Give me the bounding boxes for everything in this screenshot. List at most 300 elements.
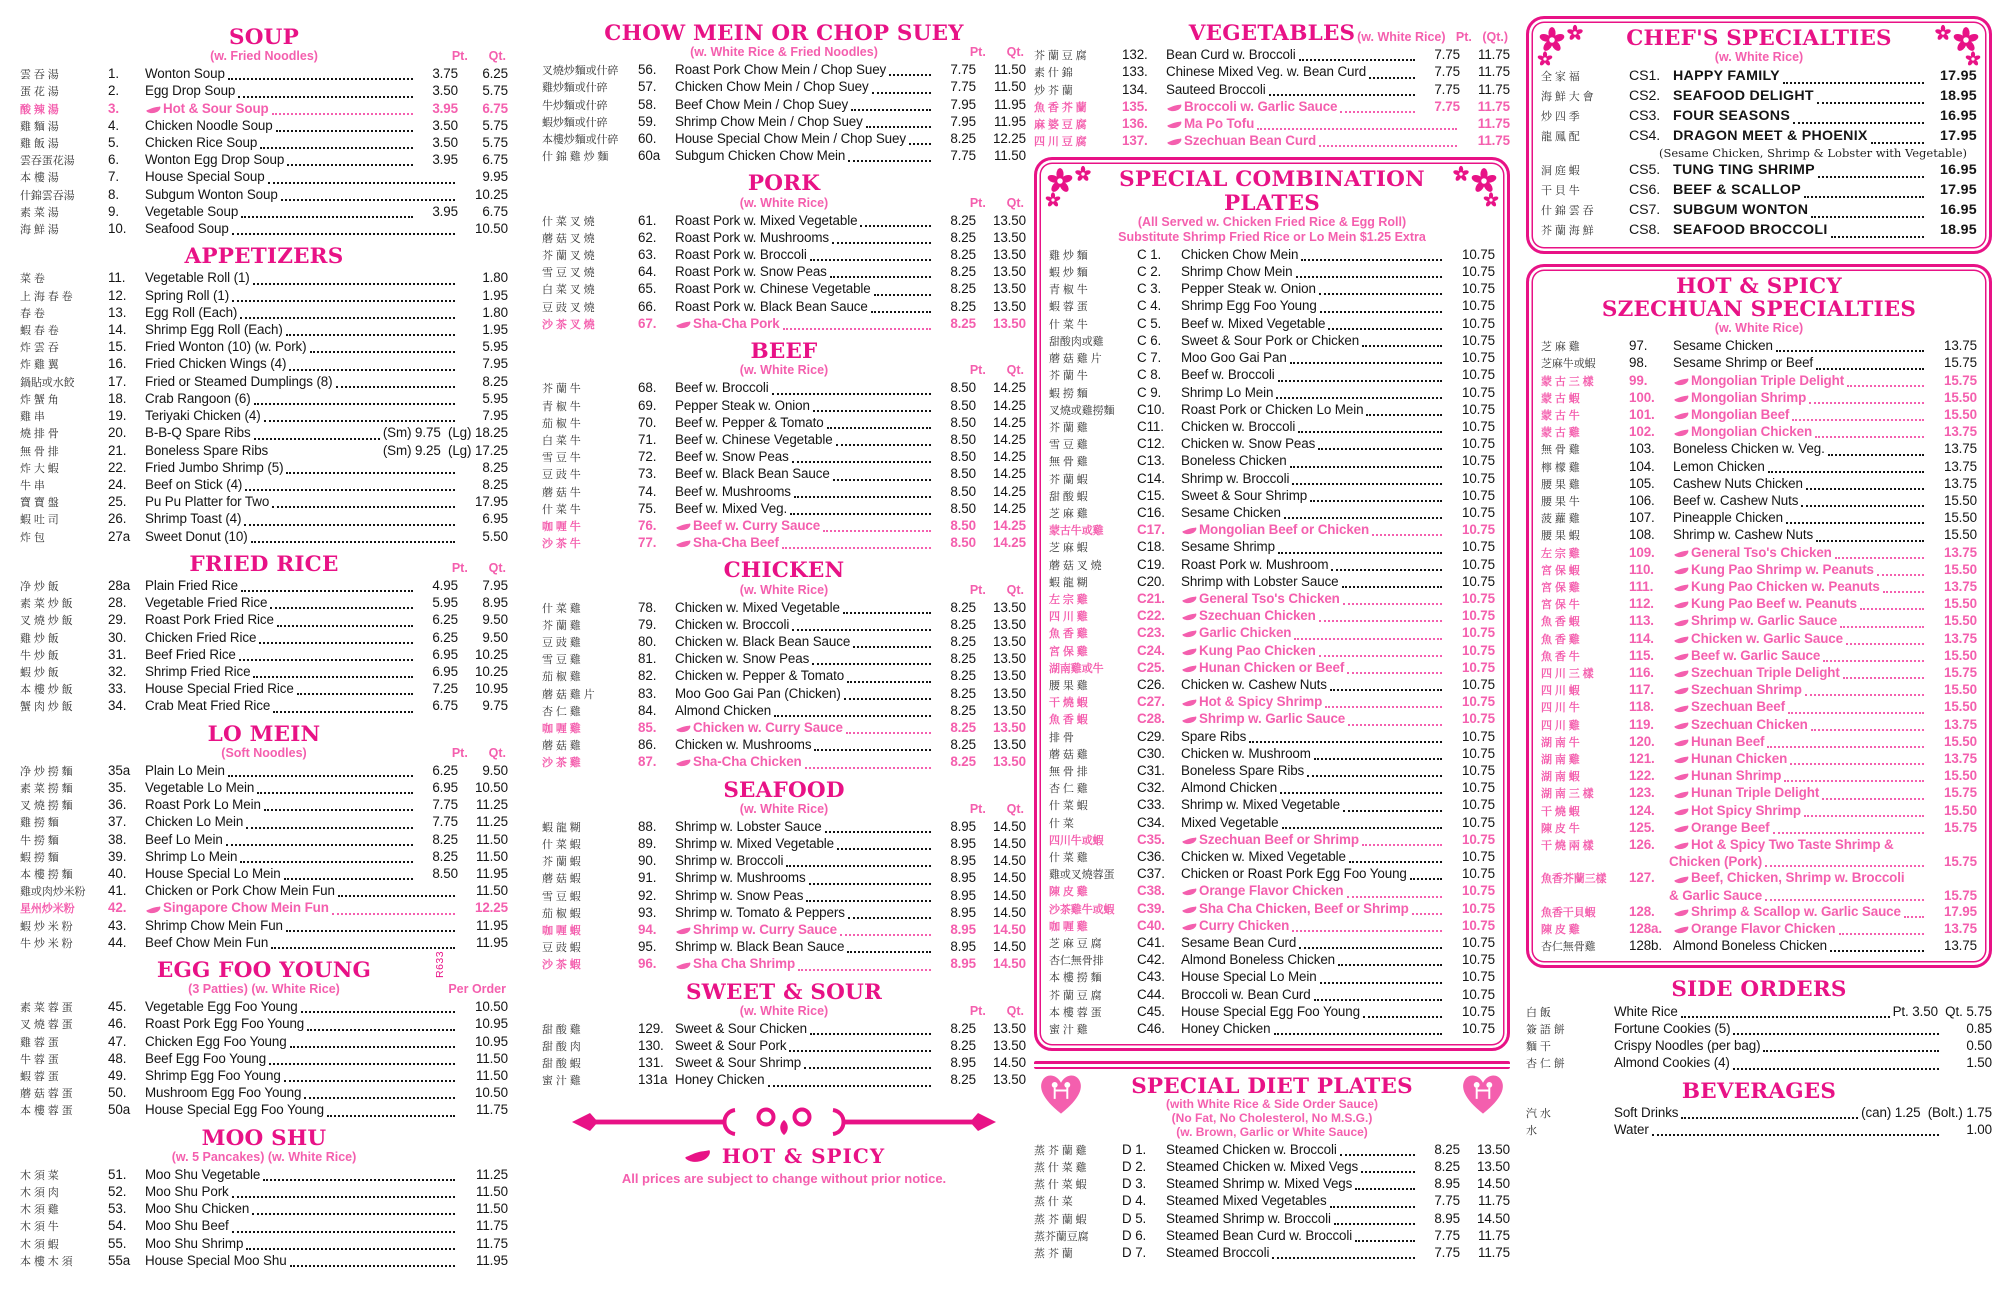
- item-chinese-name: 麻 婆 豆 腐: [1034, 119, 1087, 132]
- menu-item-row: [1541, 510, 1977, 527]
- item-name: Chicken Egg Foo Young: [145, 1033, 287, 1049]
- section-title: CHEF'S SPECIALTIES: [1626, 26, 1892, 51]
- menu-item-row: [542, 1072, 1026, 1089]
- item-name: White Rice: [1614, 1003, 1678, 1019]
- menu-item-row: [542, 668, 1026, 685]
- menu-item-row: [20, 118, 508, 135]
- item-name: Broccoli w. Garlic Sauce: [1184, 98, 1338, 114]
- item-name: Chicken or Roast Pork Egg Foo Young: [1181, 866, 1407, 882]
- item-number: C18.: [1137, 539, 1165, 555]
- item-number: 99.: [1629, 372, 1648, 388]
- item-name: Shrimp with Lobster Sauce: [1181, 573, 1339, 589]
- item-name: DRAGON MEET & PHOENIX: [1673, 128, 1868, 145]
- menu-item-row: [1049, 832, 1495, 849]
- item-name: Chicken Fried Rice: [145, 629, 257, 645]
- item-name: Beef w. Curry Sauce: [693, 517, 821, 533]
- item-number: 34.: [108, 698, 127, 714]
- item-price: 18.95: [1939, 221, 1977, 238]
- item-name: Chicken Rice Soup: [145, 135, 258, 151]
- dotted-leader: [1328, 328, 1442, 330]
- dotted-leader: [1765, 865, 1924, 867]
- item-price-pint: 8.25: [950, 668, 976, 684]
- item-chinese-name: 蒙 古 蝦: [1541, 392, 1580, 405]
- item-number: C40.: [1137, 917, 1165, 933]
- item-price: 10.75: [1461, 659, 1495, 675]
- item-price-pint: 7.75: [950, 62, 976, 78]
- item-chinese-name: 芝 麻 雞: [1541, 341, 1580, 354]
- item-price: 11.75: [475, 1102, 508, 1118]
- item-name: Moo Goo Gai Pan: [1181, 350, 1287, 366]
- item-price: 15.50: [1943, 647, 1977, 663]
- dotted-leader: [774, 715, 931, 717]
- item-number: 70.: [638, 414, 657, 430]
- item-chinese-name: 腰 果 牛: [1541, 495, 1580, 508]
- dotted-leader: [1331, 569, 1442, 571]
- menu-item-row: [20, 647, 508, 664]
- chili-icon: [1166, 120, 1182, 129]
- item-name: Vegetable Lo Mein: [145, 779, 255, 795]
- dotted-leader: [1314, 999, 1442, 1001]
- item-name: Water: [1614, 1121, 1649, 1137]
- item-chinese-name: 茄 椒 蝦: [542, 907, 581, 920]
- item-price-quart: 11.75: [1477, 47, 1510, 63]
- dotted-leader: [1860, 608, 1924, 610]
- chili-icon: [1166, 137, 1182, 146]
- item-price: 10.75: [1461, 504, 1495, 520]
- item-chinese-name: 蜜 汁 雞: [1049, 1024, 1088, 1037]
- item-price: 17.95: [1943, 903, 1977, 919]
- dotted-leader: [1816, 368, 1924, 370]
- dotted-leader: [1343, 810, 1442, 812]
- menu-item-row: [1541, 459, 1977, 476]
- dotted-leader: [1363, 1016, 1442, 1018]
- menu-item-row: [1049, 298, 1495, 315]
- item-price: 15.50: [1943, 733, 1977, 749]
- item-number: 35a: [108, 762, 131, 778]
- dotted-leader: [276, 130, 413, 132]
- item-chinese-name: 蝦 龍 糊: [542, 821, 581, 834]
- item-chinese-name: 杏仁無骨雞: [1541, 941, 1596, 954]
- item-chinese-name: 蘑 菇 叉 燒: [542, 232, 595, 245]
- dotted-leader: [794, 496, 931, 498]
- menu-item-row: [1049, 660, 1495, 677]
- item-price: 11.25: [475, 1166, 508, 1182]
- item-number: 26.: [108, 511, 127, 527]
- item-chinese-name: 本 樓 炒 飯: [20, 684, 73, 697]
- item-name: Sesame Chicken: [1181, 504, 1281, 520]
- item-number: C22.: [1137, 608, 1165, 624]
- item-number: 128.: [1629, 903, 1655, 919]
- menu-item-row: [1049, 849, 1495, 866]
- item-number: 30.: [108, 629, 127, 645]
- item-chinese-name: 沙茶雞牛或蝦: [1049, 903, 1115, 916]
- item-number: 116.: [1629, 665, 1654, 681]
- dotted-leader: [836, 444, 931, 446]
- item-price-quart: 13.50: [992, 668, 1026, 684]
- item-chinese-name: 什 菜 叉 燒: [542, 215, 595, 228]
- dotted-leader: [772, 393, 931, 395]
- item-name: Chicken Chow Mein / Chop Suey: [675, 79, 869, 95]
- item-number: 128b.: [1629, 938, 1663, 954]
- item-price: 10.95: [474, 1033, 508, 1049]
- chili-icon: [1673, 790, 1689, 799]
- item-price-pint: 8.50: [950, 466, 976, 482]
- item-chinese-name: 甜 酸 雞: [542, 1023, 581, 1036]
- dotted-leader: [251, 541, 455, 543]
- menu-item-row: [1541, 631, 1977, 648]
- dotted-leader: [1805, 694, 1924, 696]
- item-name: Vegetable Fried Rice: [145, 595, 268, 611]
- item-chinese-name: 四 川 豆 腐: [1034, 136, 1087, 149]
- item-name: Shrimp Egg Foo Young: [145, 1068, 281, 1084]
- dotted-leader: [851, 109, 931, 111]
- item-name: BEEF & SCALLOP: [1673, 181, 1801, 198]
- item-number: 125.: [1629, 819, 1655, 835]
- menu-item-row: [1049, 625, 1495, 642]
- item-chinese-name: 雪 豆 雞: [542, 654, 581, 667]
- menu-item-row: [20, 814, 508, 831]
- item-chinese-name: 魚 香 雞: [1541, 633, 1580, 646]
- dotted-leader: [1298, 431, 1442, 433]
- item-price-pint: 6.95: [432, 646, 458, 662]
- chili-icon: [675, 758, 691, 767]
- menu-item-row: [542, 939, 1026, 956]
- menu-item-row: [542, 62, 1026, 79]
- item-chinese-name: 簽 語 餅: [1526, 1023, 1565, 1036]
- dotted-leader: [252, 1213, 455, 1215]
- item-price: 10.75: [1461, 332, 1495, 348]
- item-price: 15.75: [1943, 372, 1977, 388]
- item-price: 15.75: [1943, 819, 1977, 835]
- item-number: 123.: [1629, 785, 1655, 801]
- section-header: [1541, 275, 1977, 336]
- item-number: C14.: [1137, 470, 1165, 486]
- item-chinese-name: 魚 香 雞: [1049, 628, 1088, 641]
- item-price-pint: 8.25: [950, 298, 976, 314]
- item-chinese-name: 白 菜 牛: [542, 434, 581, 447]
- item-price-pint: 8.50: [950, 397, 976, 413]
- section-subtitle: (w. White Rice): [1714, 321, 1804, 336]
- item-price: 10.75: [1461, 487, 1495, 503]
- item-name: Chicken Noodle Soup: [145, 117, 273, 133]
- item-chinese-name: 蒙古牛或雞: [1049, 525, 1104, 538]
- dotted-leader: [289, 369, 455, 371]
- item-number: 85.: [638, 719, 657, 735]
- section-subtitle: (w. White Rice): [1714, 50, 1804, 65]
- item-name: Kung Pao Chicken: [1199, 642, 1316, 658]
- menu-item-row: [1541, 682, 1977, 699]
- menu-item-row: [542, 299, 1026, 316]
- item-chinese-name: 魚 香 蝦: [1049, 714, 1088, 727]
- item-chinese-name: 豆 豉 雞: [542, 636, 581, 649]
- dotted-leader: [1765, 899, 1924, 901]
- menu-item-row: [20, 1218, 508, 1235]
- menu-item-row: [1541, 407, 1977, 424]
- item-name: House Special Chow Mein / Chop Suey: [675, 131, 906, 147]
- item-number: 104.: [1629, 458, 1655, 474]
- section-items: [1541, 338, 1977, 955]
- menu-item-row: [542, 415, 1026, 432]
- item-name: House Special Egg Foo Young: [1181, 1003, 1360, 1019]
- section-sweet_sour: [542, 981, 1026, 1090]
- item-number: CS3.: [1629, 108, 1661, 125]
- item-number: CS1.: [1629, 68, 1661, 85]
- item-price: 5.95: [482, 339, 508, 355]
- item-number: C44.: [1137, 986, 1165, 1002]
- item-name: Hunan Beef: [1691, 733, 1765, 749]
- item-number: 132.: [1122, 47, 1148, 63]
- item-number: 60a: [638, 148, 661, 164]
- dotted-leader: [1369, 77, 1415, 79]
- item-chinese-name: 牛 撈 麵: [20, 834, 59, 847]
- item-price-quart: 14.25: [992, 397, 1026, 413]
- menu-item-row: [20, 339, 508, 356]
- menu-item-row: [542, 264, 1026, 281]
- menu-item-row: [20, 1051, 508, 1068]
- item-price: 11.50: [475, 1201, 508, 1217]
- section-items: [542, 62, 1026, 165]
- item-name: Garlic Chicken: [1199, 625, 1292, 641]
- section-items: [542, 1021, 1026, 1090]
- item-name: Sesame Shrimp or Beef: [1673, 355, 1814, 371]
- item-chinese-name: 燒 排 骨: [20, 428, 59, 441]
- item-chinese-name: 什 菜 牛: [542, 503, 581, 516]
- menu-item-row: [1541, 938, 1977, 955]
- dotted-leader: [846, 732, 931, 734]
- item-number: 93.: [638, 904, 657, 920]
- menu-item-row: [1541, 648, 1977, 665]
- item-price: 15.50: [1943, 613, 1977, 629]
- item-price: 10.50: [474, 999, 508, 1015]
- item-name: Sweet & Sour Shrimp: [1181, 487, 1308, 503]
- section-subtitle: (w. Fried Noodles): [210, 49, 318, 64]
- menu-item-row: [20, 66, 508, 83]
- item-price: 12.25: [474, 900, 508, 916]
- menu-item-row: [1034, 47, 1510, 64]
- dotted-leader: [833, 479, 931, 481]
- menu-item-row: [20, 1016, 508, 1033]
- item-price: 11.75: [1477, 133, 1510, 149]
- item-number: 21.: [108, 442, 127, 458]
- item-chinese-name: 牛 炒 飯: [20, 649, 59, 662]
- item-number: C24.: [1137, 642, 1165, 658]
- section-subtitle: (w. White Rice): [739, 363, 829, 378]
- item-chinese-name: 茄 椒 雞: [542, 671, 581, 684]
- section-subtitle: (w. 5 Pancakes) (w. White Rice): [171, 1149, 357, 1164]
- scroll-divider-ornament: [561, 1102, 1007, 1142]
- item-number: 122.: [1629, 768, 1655, 784]
- menu-item-row: [20, 408, 508, 425]
- item-chinese-name: 雞 飯 湯: [20, 138, 59, 151]
- item-name: Plain Fried Rice: [145, 577, 238, 593]
- menu-item-row: [20, 1253, 508, 1270]
- dotted-leader: [1809, 402, 1924, 404]
- dotted-leader: [1793, 122, 1924, 124]
- item-name: Steamed Shrimp w. Mixed Vegs: [1166, 1176, 1353, 1192]
- item-price: 13.75: [1943, 458, 1977, 474]
- item-number: 129.: [638, 1020, 664, 1036]
- item-chinese-name: 素 菜 湯: [20, 206, 59, 219]
- item-price: 15.50: [1943, 682, 1977, 698]
- chili-icon: [1673, 908, 1689, 917]
- section-divider-rule: [1034, 1061, 1510, 1069]
- item-number: C34.: [1137, 814, 1165, 830]
- item-number: CS8.: [1629, 221, 1661, 238]
- item-number: C 8.: [1137, 367, 1162, 383]
- menu-item-row: [542, 1038, 1026, 1055]
- item-name: Teriyaki Chicken (4): [145, 408, 261, 424]
- dotted-leader: [1307, 775, 1442, 777]
- dotted-leader: [1334, 1223, 1415, 1225]
- item-price: 10.75: [1461, 728, 1495, 744]
- chili-icon: [1673, 755, 1689, 764]
- item-number: 27a: [108, 528, 131, 544]
- item-name: Steamed Broccoli: [1166, 1245, 1270, 1261]
- item-name: Moo Shu Pork: [145, 1184, 229, 1200]
- item-number: C39.: [1137, 900, 1165, 916]
- item-name: Moo Shu Shrimp: [145, 1235, 244, 1251]
- menu-item-row: [20, 866, 508, 883]
- item-number: 124.: [1629, 802, 1655, 818]
- item-chinese-name: 什 菜 蝦: [1049, 800, 1088, 813]
- section-szechuan: [1526, 264, 1992, 969]
- item-number: 51.: [108, 1166, 127, 1182]
- item-chinese-name: 本 樓 撈 麵: [1049, 972, 1102, 985]
- item-number: 86.: [638, 737, 657, 753]
- menu-item-row: [542, 853, 1026, 870]
- dotted-leader: [871, 311, 931, 313]
- item-name: Sweet & Sour Chicken: [675, 1020, 807, 1036]
- section-header: [20, 553, 508, 576]
- item-chinese-name: 海 鮮 大 會: [1541, 91, 1594, 104]
- item-price: 10.75: [1461, 814, 1495, 830]
- item-price-pint: 8.50: [950, 500, 976, 516]
- dotted-leader: [1292, 483, 1442, 485]
- item-number: C13.: [1137, 453, 1165, 469]
- item-price-quart: 13.50: [992, 702, 1026, 718]
- menu-item-row: [1049, 419, 1495, 436]
- item-price-quart: 5.75: [482, 83, 508, 99]
- section-seafood: [542, 779, 1026, 974]
- menu-item-row: [20, 443, 508, 460]
- item-name: Spare Ribs: [1181, 728, 1247, 744]
- item-price: 0.50: [1966, 1038, 1992, 1054]
- item-name: Beef w. Snow Peas: [675, 449, 789, 465]
- item-name: Crab Rangoon (6): [145, 390, 251, 406]
- dotted-leader: [273, 711, 413, 713]
- item-name: Almond Chicken: [675, 702, 772, 718]
- item-price: 13.75: [1943, 579, 1977, 594]
- dotted-leader: [269, 1063, 455, 1065]
- item-price-pint: 8.95: [950, 870, 976, 886]
- dotted-leader: [860, 225, 931, 227]
- menu-item-row: [542, 836, 1026, 853]
- item-chinese-name: 陳 皮 雞: [1049, 886, 1088, 899]
- dotted-leader: [1784, 780, 1924, 782]
- dotted-leader: [874, 294, 931, 296]
- item-name: Seafood Soup: [145, 221, 229, 237]
- item-price-pint: 3.95: [432, 152, 458, 168]
- menu-item-row: [20, 374, 508, 391]
- item-chinese-name: 叉 燒 蓉 蛋: [20, 1019, 73, 1032]
- item-chinese-name: 雪 豆 蝦: [542, 890, 581, 903]
- item-name: Beef w. Mixed Vegetable: [1181, 315, 1326, 331]
- dotted-leader: [228, 775, 413, 777]
- item-number: 88.: [638, 818, 657, 834]
- item-number: C 2.: [1137, 264, 1162, 280]
- item-chinese-name: 素 什 錦: [1034, 67, 1073, 80]
- chili-icon: [1673, 686, 1689, 695]
- item-name: HAPPY FAMILY: [1673, 68, 1780, 85]
- item-name: Fried Jumbo Shrimp (5): [145, 459, 284, 475]
- dotted-leader: [1871, 142, 1924, 144]
- item-name: Crispy Noodles (per bag): [1614, 1038, 1761, 1054]
- dotted-leader: [830, 276, 931, 278]
- dotted-leader: [253, 283, 455, 285]
- menu-item-row: [1034, 1193, 1510, 1210]
- chili-icon: [1673, 721, 1689, 730]
- item-price-quart: 14.50: [992, 818, 1026, 834]
- item-number: C17.: [1137, 522, 1165, 538]
- item-number: C26.: [1137, 676, 1165, 692]
- price-column-headers: Pt. Qt.: [451, 560, 506, 575]
- dotted-leader: [1284, 517, 1442, 519]
- item-number: 15.: [108, 339, 127, 355]
- dotted-leader: [232, 1196, 455, 1198]
- item-name: Vegetable Soup: [145, 203, 239, 219]
- item-chinese-name: 蘑 菇 雞 片: [1049, 353, 1102, 366]
- section-subtitle: (w. White Rice): [739, 582, 829, 597]
- menu-item-row: [542, 247, 1026, 264]
- item-price-quart: 13.50: [992, 754, 1026, 770]
- dotted-leader: [1362, 345, 1442, 347]
- menu-item-row: [542, 819, 1026, 836]
- chili-icon: [1673, 875, 1689, 884]
- item-name: Beef Lo Mein: [145, 831, 223, 847]
- item-name: Steamed Shrimp w. Broccoli: [1166, 1210, 1331, 1226]
- item-name-line2: & Garlic Sauce: [1669, 887, 1763, 903]
- item-price-quart: 9.50: [482, 762, 508, 778]
- item-name: Szechuan Chicken: [1199, 608, 1316, 624]
- item-chinese-name: 魚香芥蘭三樣: [1541, 873, 1607, 886]
- item-number: C25.: [1137, 659, 1165, 675]
- item-number: 41.: [108, 883, 127, 899]
- item-name: Pineapple Chicken: [1673, 510, 1783, 526]
- dotted-leader: [244, 524, 455, 526]
- item-price: 15.50: [1943, 389, 1977, 405]
- menu-item-row: [1049, 591, 1495, 608]
- section-subtitle: (w. Brown, Garlic or White Sauce): [1176, 1125, 1368, 1140]
- item-chinese-name: 木 須 牛: [20, 1221, 59, 1234]
- menu-item-row: [542, 754, 1026, 771]
- menu-item-row: [1049, 488, 1495, 505]
- item-number: 6.: [108, 152, 119, 168]
- dotted-leader: [327, 1115, 455, 1117]
- item-price: 11.95: [475, 934, 508, 950]
- item-price: 1.95: [482, 287, 508, 303]
- menu-item-row-continuation: [1541, 854, 1977, 870]
- item-price-pint: 3.95: [432, 203, 458, 219]
- menu-item-row: [542, 97, 1026, 114]
- menu-item-row: [1034, 1228, 1510, 1245]
- section-beef: [542, 340, 1026, 552]
- menu-item-row: [20, 1201, 508, 1218]
- item-price-pint: 6.75: [432, 698, 458, 714]
- item-number: C38.: [1137, 883, 1165, 899]
- item-name: Sha-Cha Pork: [693, 315, 780, 331]
- item-price: 10.75: [1461, 298, 1495, 314]
- menu-item-row: [542, 956, 1026, 973]
